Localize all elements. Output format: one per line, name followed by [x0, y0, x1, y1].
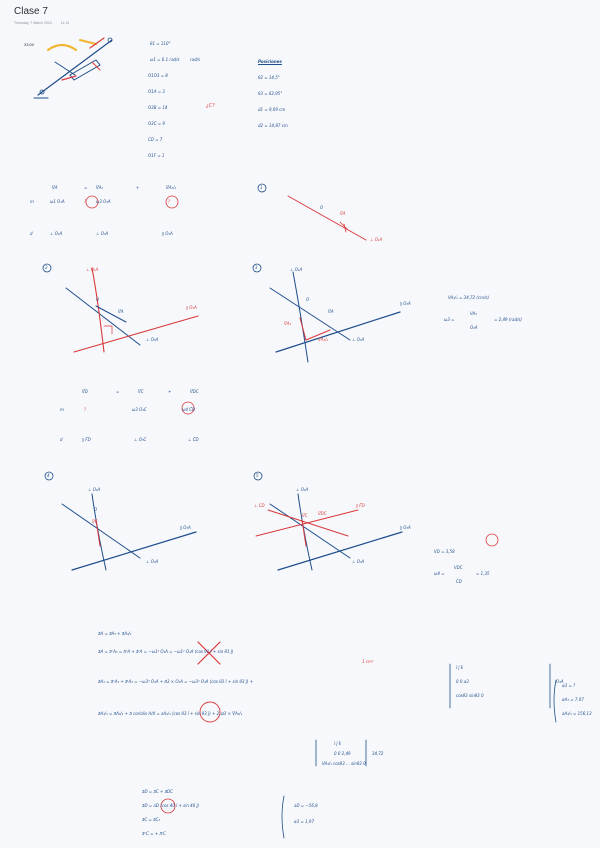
- diagram-2-perp: ⊥ O₃A: [146, 337, 159, 342]
- eq1-cell: ⊥ O₁A: [50, 231, 63, 236]
- result-vd: VD = 3,58: [434, 549, 455, 554]
- eq1-cell: ω1 O₁A: [50, 199, 65, 204]
- given-item: O1A = 3: [148, 89, 165, 94]
- det2-row: VA₃/₁ cosθ3 ... sinθ3 0: [322, 761, 366, 766]
- accel2-line: a⃗C = a⃗C₃: [142, 817, 160, 822]
- timestamp: 33:00: [24, 42, 35, 47]
- eq2-cell: ω3 O₃C: [132, 407, 147, 412]
- side-result: α3 = ?: [562, 683, 576, 688]
- given-item: ω1 = 6.1 rad/s: [150, 57, 180, 62]
- mechanism-sketch: [34, 38, 112, 98]
- det-row: cosθ3 sinθ3 0: [456, 693, 484, 698]
- diagram-1-o: O: [320, 205, 324, 210]
- diagram-5-perp-top: ⊥ O₁A: [296, 487, 309, 492]
- diagram-5: [254, 472, 402, 570]
- omega4-num: VDC: [454, 565, 463, 570]
- accel-line: a⃗A = a⃗ⁿA₃ = a⃗ⁿA + a⃗ᵗA = −ω1² O₁A = −ω1² O₁A (cos θ1 î + sin θ1 ĵ): [98, 649, 234, 654]
- eq2-cell: ⊥ O₃C: [134, 437, 147, 442]
- det2-row: 0 0 2,49: [334, 751, 351, 756]
- eq2-term: V⃗C: [138, 389, 144, 394]
- eq2-term: V⃗DC: [190, 389, 199, 394]
- position-item: d2 = 14,87 cm: [258, 123, 288, 128]
- position-item: d1 = 9,09 cm: [258, 107, 286, 112]
- diagram-3-o: O: [306, 297, 310, 302]
- diagram-5-par-fd: ∥ F̄D: [356, 503, 365, 508]
- eq1-term: V⃗A: [52, 185, 58, 190]
- diagram-3-par: ∥ O₃A: [400, 301, 411, 306]
- det-row: î ĵ k̂: [456, 665, 464, 670]
- diagram-5-par: ∥ O₃A: [400, 525, 411, 530]
- diagram-3-va3: V⃗A₃: [284, 321, 292, 326]
- eq1-cell: ?: [168, 199, 171, 204]
- eq1-term: +: [136, 185, 140, 190]
- omega3-den: O₃A: [470, 325, 478, 330]
- eq2-row-label: d: [60, 437, 63, 442]
- diagram-5-number: 5: [256, 473, 259, 478]
- diagram-3-perp: ⊥ O₃A: [352, 337, 365, 342]
- given-item: O1O3 = 8: [148, 73, 168, 78]
- diagram-2: [43, 264, 198, 352]
- side-result: αA₃ = 7,07: [562, 697, 584, 702]
- eq1-term: V⃗A₃: [96, 185, 104, 190]
- given-item: θ1 = 110°: [150, 41, 171, 46]
- diagram-1: [258, 184, 366, 240]
- eq1-term: V⃗A₃/₁: [166, 185, 177, 190]
- diagram-3: [253, 264, 400, 362]
- diagram-4-number: 4: [47, 473, 50, 478]
- diagram-4: [45, 472, 196, 570]
- accel2-line: a⃗ⁿC = + a⃗ᵗC: [142, 831, 166, 836]
- accel-line: a⃗A = a⃗A₃ + a⃗A₃/₁: [98, 631, 132, 636]
- diagram-5-vc: V⃗C: [302, 513, 308, 518]
- diagram-5-perp: ⊥ O₃A: [352, 559, 365, 564]
- diagram-3-number: 3: [255, 265, 258, 270]
- diagram-3-va31: V⃗A₃/₁: [318, 337, 329, 342]
- side-result: aA₃/₁ = 156,13: [562, 711, 592, 716]
- eq2-term: +: [168, 389, 172, 394]
- omega4-lhs: ω4 =: [434, 571, 445, 576]
- eq2-term: V⃗D: [82, 389, 88, 394]
- eq2-cell: ?: [84, 407, 87, 412]
- diagram-4-o: O: [94, 507, 98, 512]
- given-item: O3C = 9: [148, 121, 165, 126]
- accel2-result: α3 = 1,97: [294, 819, 314, 824]
- diagram-3-perp-top: ⊥ O₁A: [290, 267, 303, 272]
- positions-title: Posiciones: [258, 59, 282, 64]
- note-time: 11:14: [60, 21, 70, 25]
- omega3-lhs: ω3 =: [444, 317, 455, 322]
- eq2-cell: ⊥ C̄D: [188, 437, 199, 442]
- question-note: ¿C?: [206, 103, 215, 109]
- accel-line: a⃗A₃/₁ = a⃗A₃/₁ + a⃗ coriolis A/4 = aA₃/₁ (cos θ3 î + sin θ3 ĵ) + 2 ω⃗3 × V⃗A₃/₁: [98, 711, 243, 716]
- eq1-cell: ∥ O₃A: [162, 231, 173, 236]
- diagram-5-perp-cd: ⊥ CD: [254, 503, 265, 508]
- eq1-term: =: [84, 185, 88, 190]
- position-item: θ2 = 14,5°: [258, 75, 280, 80]
- note-date: Thursday, 7 March 2024: [14, 21, 52, 25]
- eq2-cell: ω4 C̄D: [182, 407, 196, 412]
- omega4-den: CD: [456, 579, 462, 584]
- diagram-2-o: O: [96, 297, 100, 302]
- diagram-4-vc: V⃗C: [92, 519, 98, 524]
- diagram-4-perp: ⊥ O₃A: [146, 559, 159, 564]
- diagram-2-perp-top: ⊥ O₁A: [86, 267, 99, 272]
- eq1-row-label: m: [30, 199, 34, 204]
- det-rhs: O₃A: [556, 679, 564, 684]
- eq1-cell: ω3 O₃A: [96, 199, 111, 204]
- omega3-val: = 2,49 (rad/s): [494, 317, 522, 322]
- det2-rhs: 34,72: [372, 751, 384, 756]
- accel2-line: a⃗D = aD (cos 40 î + sin 40 ĵ): [142, 803, 200, 808]
- diagram-5-vdc: V⃗DC: [318, 511, 327, 516]
- eq2-term: =: [116, 389, 120, 394]
- accel-line: a⃗A₃ = a⃗ⁿA₃ + a⃗ᵗA₃ = −ω3² O₃A + α⃗3 × O₃A = −ω3² O₃A (cos θ3 î + sin θ3 ĵ) +: [98, 679, 254, 684]
- diagram-4-perp-top: ⊥ O₁A: [88, 487, 101, 492]
- det-row: 0 0 α3: [456, 679, 469, 684]
- given-units: rad/s: [190, 57, 201, 62]
- given-item: O3B = 14: [148, 105, 168, 110]
- eq2-row-label: m: [60, 407, 64, 412]
- diagram-1-number: 1: [260, 185, 263, 190]
- eq2-cell: ∥ F̄D: [82, 437, 91, 442]
- eq1-row-label: d: [30, 231, 33, 236]
- eq1-cell: ⊥ O₃A: [96, 231, 109, 236]
- diagram-1-perp: ⊥ O₁A: [370, 237, 383, 242]
- diagram-2-va: V⃗A: [118, 309, 124, 314]
- eq1-cell: ?: [84, 199, 87, 204]
- accel-note: 1 cm²: [362, 659, 374, 664]
- accel2-line: a⃗D = a⃗C + a⃗DC: [142, 789, 173, 794]
- omega3-num: VA₃: [470, 311, 477, 316]
- note-title: Clase 7: [14, 6, 48, 17]
- accel2-result: aD = −56,8: [294, 803, 318, 808]
- diagram-1-va: V⃗A: [340, 211, 346, 216]
- diagram-2-par: ∥ O₃A: [186, 305, 197, 310]
- det2-row: î ĵ k̂: [334, 741, 342, 746]
- given-item: CD = 7: [148, 137, 163, 142]
- diagram-4-par: ∥ O₃A: [180, 525, 191, 530]
- result-va31: VA₃/₁ = 34,72 (cm/s): [448, 295, 490, 300]
- diagram-2-number: 2: [45, 265, 48, 270]
- omega4-val: = 1,35: [476, 571, 490, 576]
- position-item: θ3 = 62,95°: [258, 91, 283, 96]
- given-item: O1F = 1: [148, 153, 165, 158]
- diagram-3-va: V⃗A: [328, 309, 334, 314]
- accel-marks: [86, 196, 556, 838]
